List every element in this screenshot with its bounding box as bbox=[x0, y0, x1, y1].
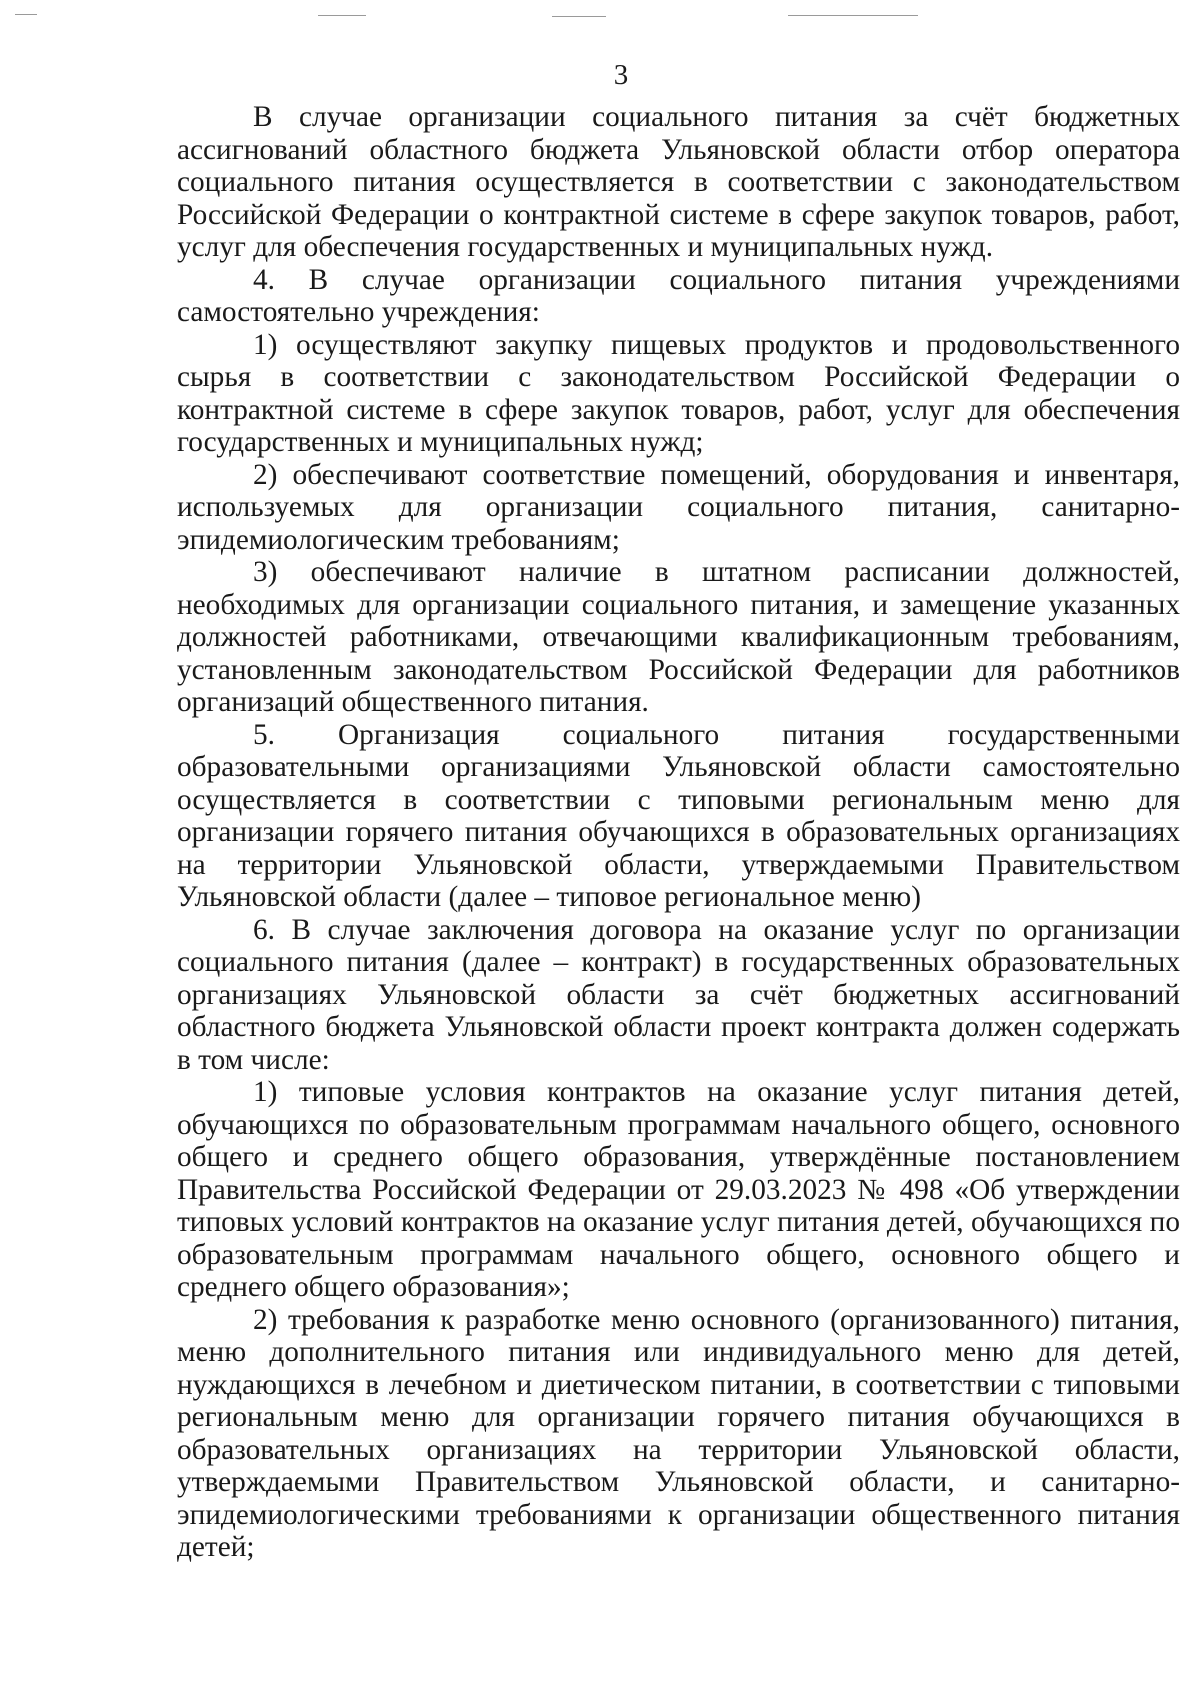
document-body bbox=[177, 101, 1180, 1564]
list-item: 3) обеспечивают наличие в штатном расписании должностей, необходимых для организации социального питания, и замещение указанных должностей работниками, отвечающими квалификационным требованиям, установленным законодательством Российской Федерации для работников организаций общественного питания. bbox=[177, 556, 1180, 718]
list-item: 2) требования к разработке меню основного (организованного) питания, меню дополнительного питания или индивидуального меню для детей, нуждающихся в лечебном и диетическом питании, в соответствии с типовыми региональным меню для организации горячего питания обучающихся в образовательных организациях на территории Ульяновской области, утверждаемыми Правительством Ульяновской области, и санитарно-эпидемиологическими требованиями к организации общественного питания детей; bbox=[177, 1303, 1180, 1563]
paragraph: В случае организации социального питания за счёт бюджетных ассигнований областного бюджета Ульяновской области отбор оператора социального питания осуществляется в соответствии с законодательством Российской Федерации о контрактной системе в сфере закупок товаров, работ, услуг для обеспечения государственных и муниципальных нужд. bbox=[177, 101, 1180, 263]
list-item: 2) обеспечивают соответствие помещений, оборудования и инвентаря, используемых для организации социального питания, санитарно-эпидемиологическим требованиям; bbox=[177, 458, 1180, 556]
list-item: 1) типовые условия контрактов на оказание услуг питания детей, обучающихся по образовательным программам начального общего, основного общего и среднего общего образования, утверждённые постановлением Правительства Российской Федерации от 29.03.2023 № 498 «Об утверждении типовых условий контрактов на оказание услуг питания детей, обучающихся по образовательным программам начального общего, основного общего и среднего общего образования»; bbox=[177, 1076, 1180, 1303]
scan-artifact bbox=[552, 16, 606, 17]
scan-artifact bbox=[15, 14, 37, 15]
scan-artifact bbox=[318, 15, 366, 16]
scan-artifact bbox=[788, 15, 918, 16]
paragraph: 4. В случае организации социального питания учреждениями самостоятельно учреждения: bbox=[177, 263, 1180, 328]
paragraph: 5. Организация социального питания государственными образовательными организациями Ульяновской области самостоятельно осуществляется в соответствии с типовыми региональным меню для организации горячего питания обучающихся в образовательных организациях на территории Ульяновской области, утверждаемыми Правительством Ульяновской области (далее – типовое региональное меню) bbox=[177, 718, 1180, 913]
list-item: 1) осуществляют закупку пищевых продуктов и продовольственного сырья в соответствии с законодательством Российской Федерации о контрактной системе в сфере закупок товаров, работ, услуг для обеспечения государственных и муниципальных нужд; bbox=[177, 328, 1180, 458]
paragraph: 6. В случае заключения договора на оказание услуг по организации социального питания (далее – контракт) в государственных образовательных организациях Ульяновской области за счёт бюджетных ассигнований областного бюджета Ульяновской области проект контракта должен содержать в том числе: bbox=[177, 913, 1180, 1076]
page-number: 3 bbox=[613, 59, 629, 91]
